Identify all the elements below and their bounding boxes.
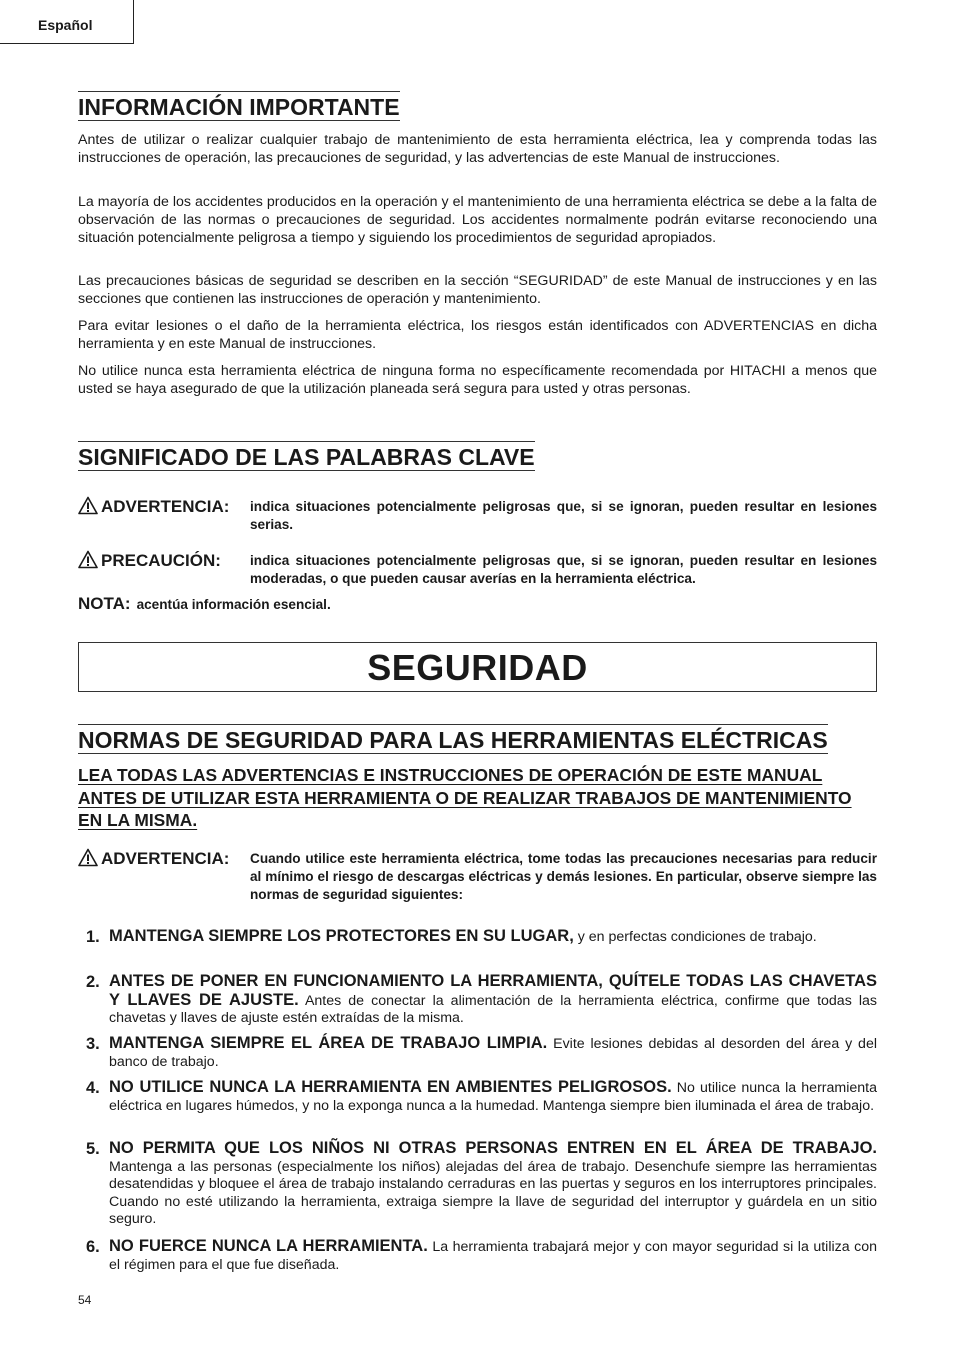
seguridad-banner-title: SEGURIDAD: [367, 647, 588, 688]
rule-heading: NO PERMITA QUE LOS NIÑOS NI OTRAS PERSONAS ENTREN EN EL ÁREA DE TRABAJO.: [109, 1139, 877, 1157]
info-title: INFORMACIÓN IMPORTANTE: [78, 91, 400, 121]
rule-body: No utilice nunca la herramienta eléctrica en lugares húmedos, y no la exponga nunca a la humedad. Mantenga siempre bien iluminada el área de trabajo.: [109, 1080, 877, 1114]
rule-number: 6.: [86, 1238, 100, 1256]
rule-heading: MANTENGA SIEMPRE LOS PROTECTORES EN SU LUGAR,: [109, 927, 574, 945]
rule-heading: NO FUERCE NUNCA LA HERRAMIENTA.: [109, 1237, 428, 1255]
warning-triangle-icon: [78, 848, 98, 867]
info-paragraph-3: Las precauciones básicas de seguridad se describen en la sección “SEGURIDAD” de este Manual de instrucciones y en las secciones que contienen las instrucciones de operación y mantenimiento.: [78, 273, 877, 307]
safety-warning-term: ADVERTENCIA:: [101, 849, 230, 868]
info-paragraph-2: La mayoría de los accidentes producidos en la operación y el mantenimiento de una herramienta eléctrica se debe a la falta de observación de las normas o precauciones de seguridad. Los accidentes normalmente podrán evitarse reconociendo una situación potencialmente peligrosa a tiempo y siguiendo los procedimientos de seguridad apropiados.: [78, 194, 877, 246]
info-paragraph-5: No utilice nunca esta herramienta eléctrica de ninguna forma no específicamente recomendada por HITACHI a menos que usted se haya asegurado de que la utilización planeada será segura para usted y otras personas.: [78, 363, 877, 397]
advertencia-text: indica situaciones potencialmente peligrosas que, si se ignoran, pueden resultar en lesiones serias.: [250, 499, 877, 532]
rule-number: 3.: [86, 1035, 100, 1053]
advertencia-term: ADVERTENCIA:: [101, 497, 230, 516]
rule-body: La herramienta trabajará mejor y con mayor seguridad si la utiliza con el régimen para el que fue diseñada.: [109, 1239, 877, 1273]
rule-heading: MANTENGA SIEMPRE EL ÁREA DE TRABAJO LIMPIA.: [109, 1034, 548, 1052]
rule-body: Evite lesiones debidas al desorden del área y del banco de trabajo.: [109, 1036, 877, 1070]
read-all-notice: [78, 764, 877, 832]
nota-definition: [78, 594, 331, 614]
safety-rules-title: NORMAS DE SEGURIDAD PARA LAS HERRAMIENTAS ELÉCTRICAS: [78, 724, 828, 754]
rule-body: Antes de conectar la alimentación de la herramienta eléctrica, confirme que todas las chavetas y llaves de ajuste estén extraídas de la misma.: [109, 992, 877, 1026]
language-tab: [0, 0, 134, 44]
rule-number: 4.: [86, 1079, 100, 1097]
rule-number: 5.: [86, 1140, 100, 1158]
safety-warning-text: Cuando utilice este herramienta eléctrica, tome todas las precauciones necesarias para reducir al mínimo el riesgo de descargas eléctricas y demás lesiones. En particular, observe siempre las normas de seguridad siguientes:: [250, 851, 877, 902]
nota-text: acentúa información esencial.: [136, 597, 331, 612]
rule-number: 1.: [86, 928, 100, 946]
info-paragraph-1: Antes de utilizar o realizar cualquier trabajo de mantenimiento de esta herramienta eléctrica, lea y comprenda todas las instrucciones de operación, las precauciones de seguridad, y las advertencias de este Manual de instrucciones.: [78, 132, 877, 166]
rule-number: 2.: [86, 973, 100, 991]
page-number: 54: [78, 1293, 92, 1307]
read-all-text: LEA TODAS LAS ADVERTENCIAS E INSTRUCCIONES DE OPERACIÓN DE ESTE MANUAL ANTES DE UTILIZAR ESTA HERRAMIENTA O DE REALIZAR TRABAJOS DE MANTENIMIENTO EN LA MISMA.: [78, 765, 852, 830]
warning-triangle-icon: [78, 496, 98, 515]
warning-triangle-icon: [78, 550, 98, 569]
precaucion-term: PRECAUCIÓN:: [101, 551, 221, 570]
rule-heading: ANTES DE PONER EN FUNCIONAMIENTO LA HERRAMIENTA, QUÍTELE TODAS LAS CHAVETAS Y LLAVES DE AJUSTE.: [109, 972, 877, 1009]
rule-heading: NO UTILICE NUNCA LA HERRAMIENTA EN AMBIENTES PELIGROSOS.: [109, 1078, 672, 1096]
seguridad-banner: [78, 642, 877, 692]
signal-words-title: SIGNIFICADO DE LAS PALABRAS CLAVE: [78, 441, 535, 471]
rule-body: Mantenga a las personas (especialmente los niños) alejadas del área de trabajo. Desenchufe siempre las herramientas desatendidas y bloquee el área de trabajo instalando cerraduras en las puertas y seguros en los interruptores principales. Cuando no esté utilizando la herramienta, extraiga siempre la llave de seguridad del interruptor y guárdela en un sitio seguro.: [109, 1158, 877, 1227]
nota-term: NOTA:: [78, 594, 131, 613]
language-label: Español: [38, 17, 93, 33]
info-paragraph-4: Para evitar lesiones o el daño de la herramienta eléctrica, los riesgos están identificados con ADVERTENCIAS en dicha herramienta y en este Manual de instrucciones.: [78, 318, 877, 352]
rule-body: y en perfectas condiciones de trabajo.: [577, 929, 817, 945]
precaucion-text: indica situaciones potencialmente peligrosas que, si se ignoran, pueden resultar en lesiones moderadas, o que pueden causar averías en la herramienta eléctrica.: [250, 553, 877, 586]
